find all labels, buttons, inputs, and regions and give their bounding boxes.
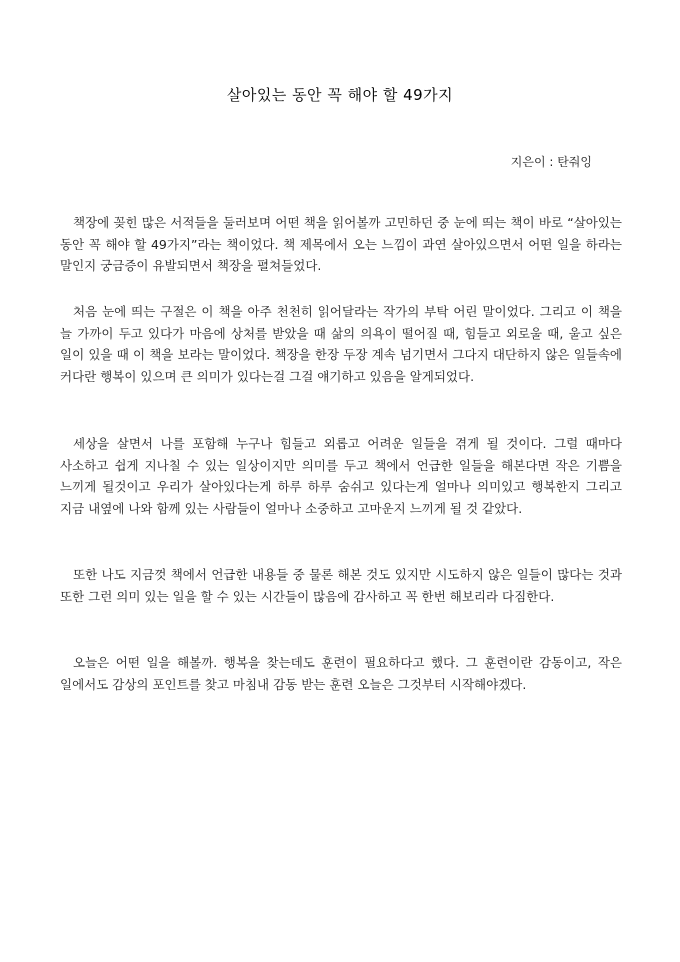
document-title: 살아있는 동안 꼭 해야 할 49가지	[226, 86, 454, 104]
author-line: 지은이 : 탄줘잉	[510, 155, 592, 169]
paragraph-3: 세상을 살면서 나를 포함해 누구나 힘들고 외롭고 어려운 일들을 겪게 될 것이다. 그럴 때마다 사소하고 쉽게 지나칠 수 있는 일상이지만 의미를 두고 책에서 언급한 일들을 해본다면 작은 기쁨을 느끼게 될것이고 우리가 살아있다는게 하루 하루 숨쉬고 있다는게 얼마나 의미있고 행복한지 그리고 지금 내옆에 나와 함께 있는 사람들이 얼마나 소중하고 고마운지 느끼게 될 것 같았다.	[60, 436, 622, 516]
paragraph-2: 처음 눈에 띄는 구절은 이 책을 아주 천천히 읽어달라는 작가의 부탁 어린 말이었다. 그리고 이 책을 늘 가까이 두고 있다가 마음에 상처를 받았을 때 삶의 의욕이 떨어질 때, 힘들고 외로울 때, 울고 싶은 일이 있을 때 이 책을 보라는 말이었다. 책장을 한장 두장 계속 넘기면서 그다지 대단하지 않은 일들속에 커다란 행복이 있으며 큰 의미가 있다는걸 그걸 얘기하고 있음을 알게되었다.	[60, 304, 622, 384]
paragraph-4: 또한 나도 지금껏 책에서 언급한 내용들 중 물론 해본 것도 있지만 시도하지 않은 일들이 많다는 것과 또한 그런 의미 있는 일을 할 수 있는 시간들이 많음에 감사하고 꼭 한번 해보리라 다짐한다.	[60, 567, 622, 604]
paragraph-5: 오늘은 어떤 일을 해볼까. 행복을 찾는데도 훈련이 필요하다고 했다. 그 훈련이란 감동이고, 작은 일에서도 감상의 포인트를 찾고 마침내 감동 받는 훈련 오늘은 그것부터 시작해야겠다.	[60, 655, 622, 692]
paragraph-1: 책장에 꽂힌 많은 서적들을 둘러보며 어떤 책을 읽어볼까 고민하던 중 눈에 띄는 책이 바로 “살아있는 동안 꼭 해야 할 49가지”라는 책이었다. 책 제목에서 오는 느낌이 과연 살아있으면서 어떤 일을 하라는 말인지 궁금증이 유발되면서 책장을 펼쳐들었다.	[60, 215, 622, 273]
